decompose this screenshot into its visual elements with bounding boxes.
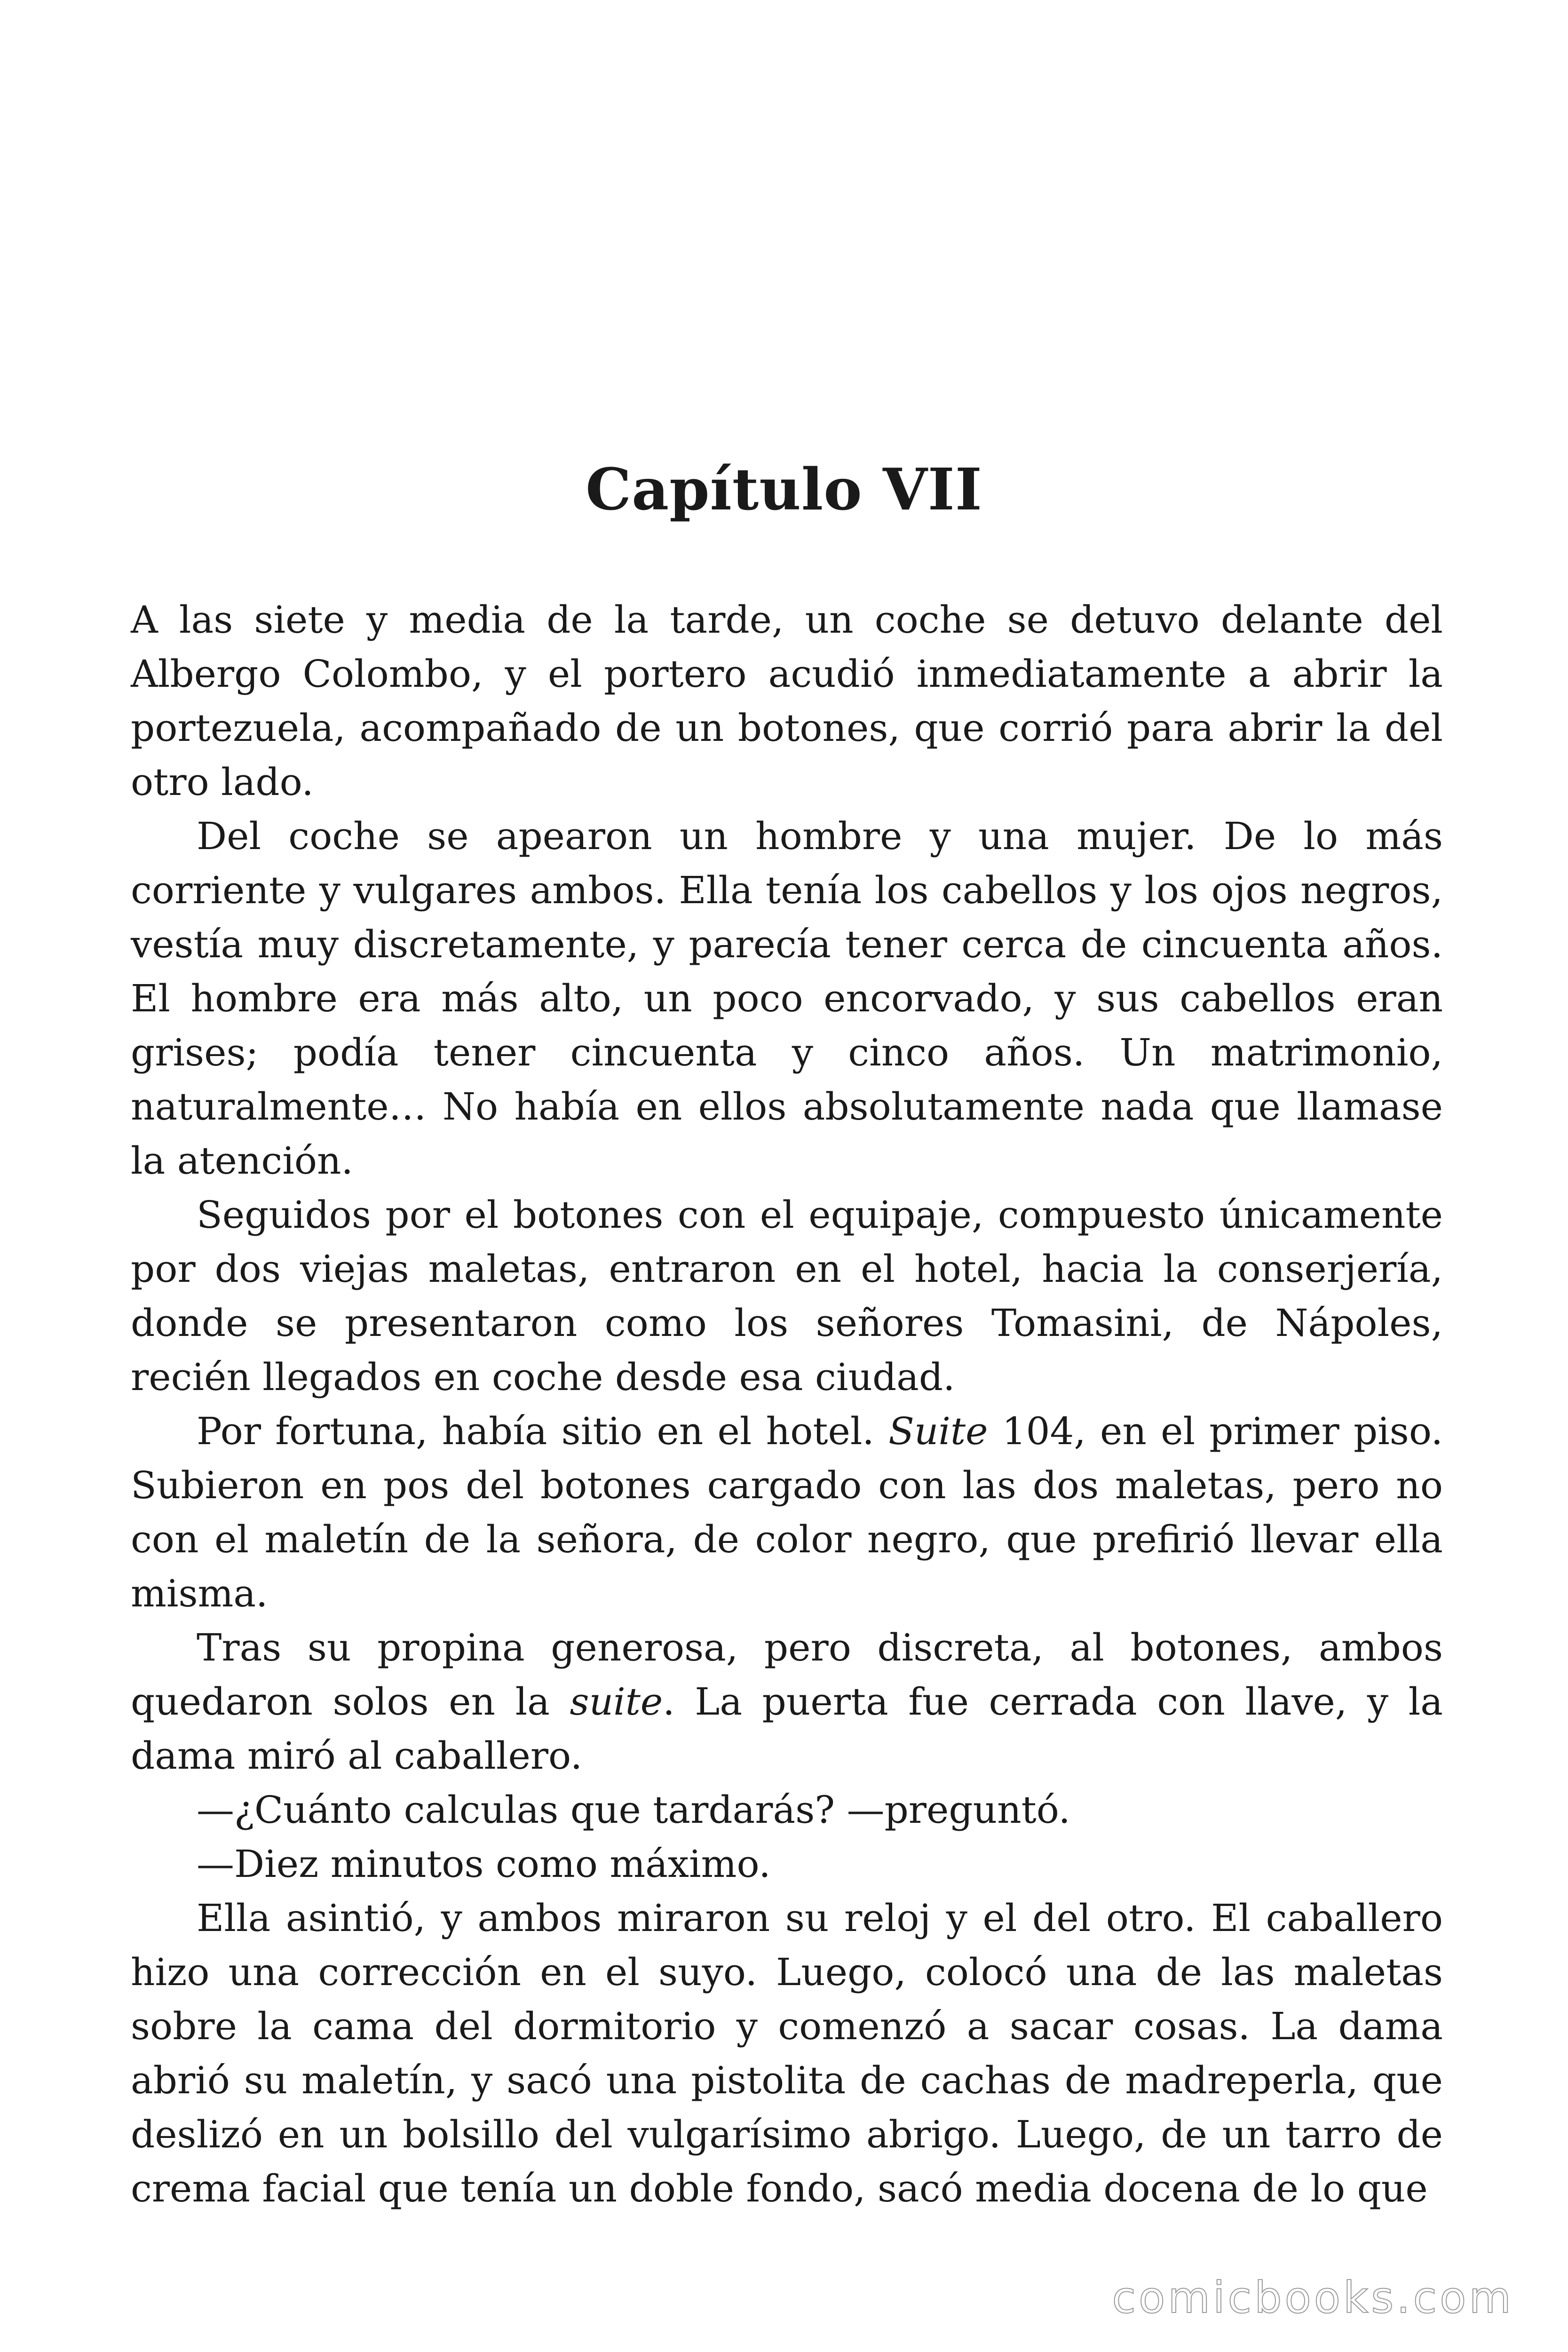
text-segment: . La puerta fue cerrada con llave, y la dama miró al caballero. — [131, 1680, 1443, 1778]
paragraph — [131, 1891, 1443, 2216]
paragraph — [131, 1404, 1443, 1621]
paragraph — [131, 593, 1443, 809]
italic-text-segment: Suite — [888, 1409, 988, 1453]
chapter-body — [131, 593, 1443, 2216]
paragraph — [131, 809, 1443, 1188]
dialogue-line — [131, 1837, 1443, 1891]
paragraph — [131, 1188, 1443, 1404]
text-segment: Del coche se apearon un hombre y una mujer. De lo más corriente y vulgares ambos. Ella tenía los cabellos y los ojos negros, vestía muy discretamente, y parecía tener cerca de cincuenta años. El hombre era más alto, un poco encorvado, y sus cabellos eran grises; podía tener cincuenta y cinco años. Un matrimonio, naturalmente… No había en ellos absolutamente nada que llamase la atención. — [131, 814, 1443, 1183]
text-segment: Tras su propina generosa, pero discreta, al botones, ambos quedaron solos en la — [131, 1626, 1443, 1724]
italic-text-segment: suite — [570, 1680, 663, 1724]
text-segment: Seguidos por el botones con el equipaje, compuesto únicamente por dos viejas maletas, entraron en el hotel, hacia la conserjería, donde se presentaron como los señores Tomasini, de Nápoles, recién llegados en coche desde esa ciudad. — [131, 1193, 1443, 1399]
text-segment: Ella asintió, y ambos miraron su reloj y el del otro. El caballero hizo una corrección en el suyo. Luego, colocó una de las maletas sobre la cama del dormitorio y comenzó a sacar cosas. La dama abrió su maletín, y sacó una pistolita de cachas de madreperla, que deslizó en un bolsillo del vulgarísimo abrigo. Luego, de un tarro de crema facial que tenía un doble fondo, sacó media docena de lo que — [131, 1896, 1443, 2210]
text-segment: Por fortuna, había sitio en el hotel. — [197, 1409, 889, 1453]
dialogue-line — [131, 1783, 1443, 1837]
text-segment: 104, en el primer piso. Subieron en pos del botones cargado con las dos maletas, pero no con el maletín de la señora, de color negro, que prefirió llevar ella misma. — [131, 1409, 1443, 1615]
watermark: comicbooks.com — [1112, 2273, 1514, 2323]
text-segment: —Diez minutos como máximo. — [197, 1842, 771, 1886]
chapter-title: Capítulo VII — [586, 455, 982, 523]
text-segment: —¿Cuánto calculas que tardarás? —preguntó. — [197, 1788, 1070, 1832]
paragraph — [131, 1621, 1443, 1783]
text-segment: A las siete y media de la tarde, un coche se detuvo delante del Albergo Colombo, y el portero acudió inmediatamente a abrir la portezuela, acompañado de un botones, que corrió para abrir la del otro lado. — [131, 598, 1443, 804]
